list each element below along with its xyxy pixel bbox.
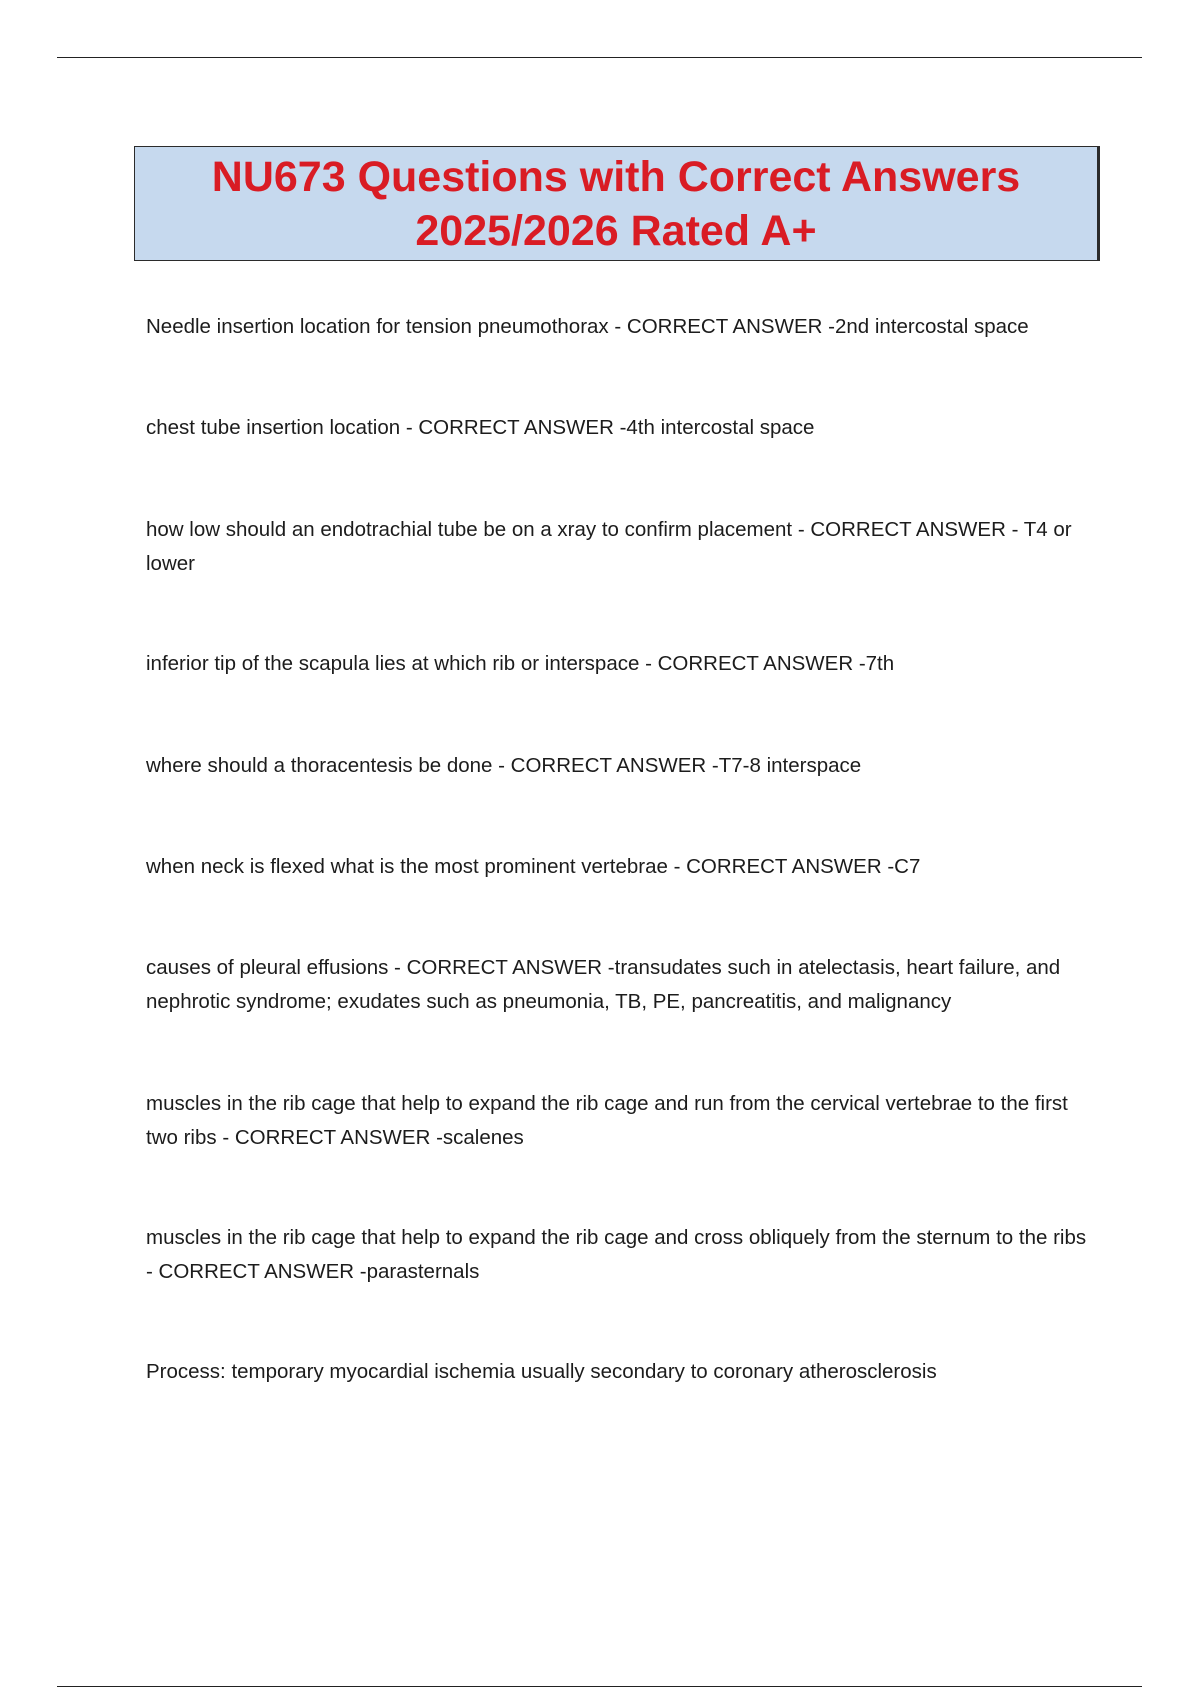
qa-item: muscles in the rib cage that help to expand the rib cage and cross obliquely from the sternum to the ribs - CORRECT ANSWER -parasternals [146,1226,1087,1283]
qa-item: chest tube insertion location - CORRECT ANSWER -4th intercostal space [146,416,815,439]
qa-item: causes of pleural effusions - CORRECT ANSWER -transudates such in atelectasis, heart failure, and nephrotic syndrome; exudates such as pneumonia, TB, PE, pancreatitis, and malignancy [146,956,1061,1013]
qa-item: Process: temporary myocardial ischemia usually secondary to coronary atherosclerosis [146,1360,937,1383]
top-rule [57,57,1142,58]
qa-item: muscles in the rib cage that help to expand the rib cage and run from the cervical vertebrae to the first two ribs - CORRECT ANSWER -scalenes [146,1092,1068,1149]
title-banner [134,146,1100,261]
qa-item: inferior tip of the scapula lies at which rib or interspace - CORRECT ANSWER -7th [146,652,895,675]
qa-item: Needle insertion location for tension pneumothorax - CORRECT ANSWER -2nd intercostal space [146,315,1029,338]
qa-item: where should a thoracentesis be done - CORRECT ANSWER -T7-8 interspace [146,754,862,777]
title-line-2: 2025/2026 Rated A+ [415,206,817,255]
qa-item: how low should an endotrachial tube be on a xray to confirm placement - CORRECT ANSWER - T4 or lower [146,518,1072,575]
title-line-1: NU673 Questions with Correct Answers [211,152,1021,201]
bottom-rule [57,1686,1142,1687]
qa-item: when neck is flexed what is the most prominent vertebrae - CORRECT ANSWER -C7 [146,855,921,878]
